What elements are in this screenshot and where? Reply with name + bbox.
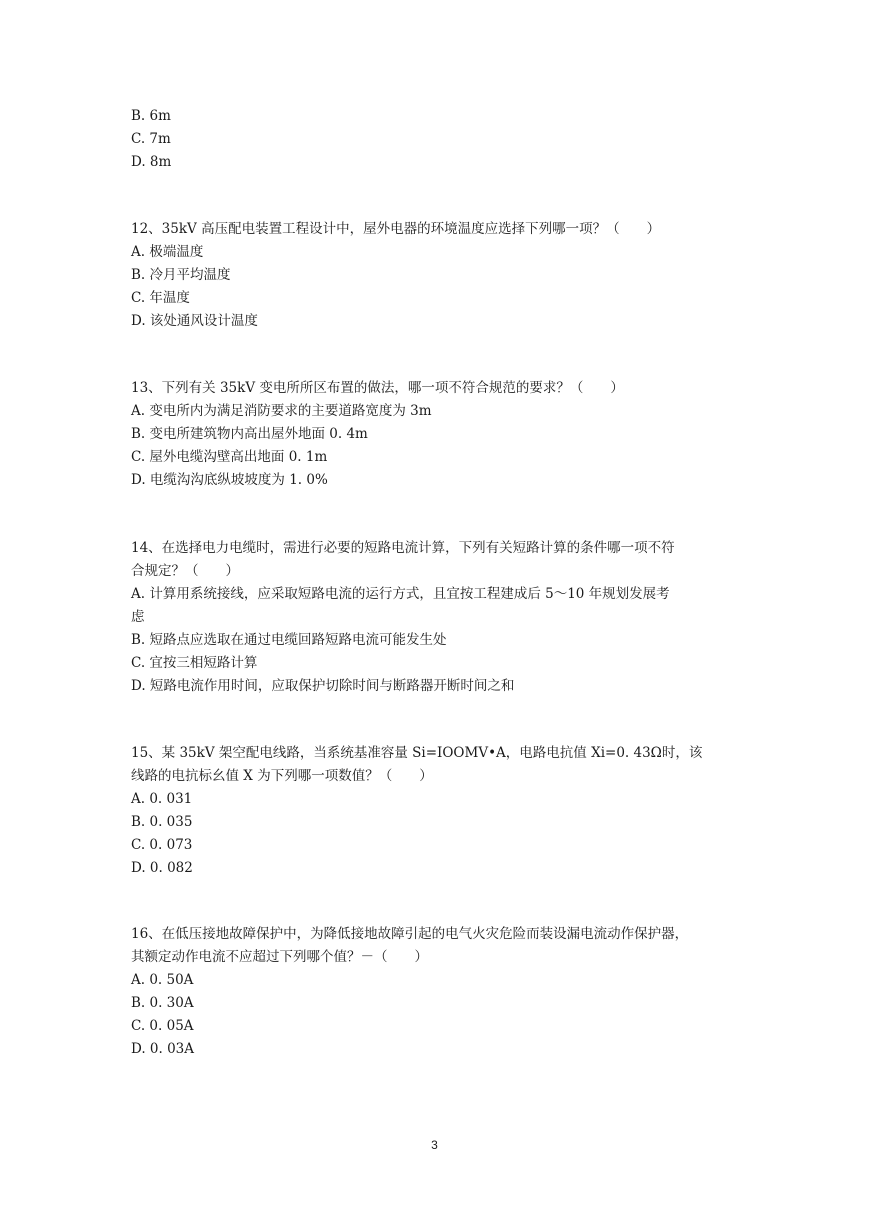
question-12-option-b: B. 冷月平均温度	[131, 267, 231, 283]
option-d: D. 8m	[131, 154, 172, 170]
question-13-option-d: D. 电缆沟沟底纵坡坡度为 1. 0%	[131, 472, 328, 488]
option-c: C. 7m	[131, 131, 171, 147]
question-16-option-b: B. 0. 30A	[131, 995, 194, 1011]
option-b: B. 6m	[131, 108, 171, 124]
question-12-option-d: D. 该处通风设计温度	[131, 313, 258, 329]
question-16-stem-line-1: 16、在低压接地故障保护中，为降低接地故障引起的电气火灾危险而装设漏电流动作保护器，	[131, 926, 689, 942]
question-15-option-d: D. 0. 082	[131, 860, 193, 876]
question-15-option-c: C. 0. 073	[131, 837, 193, 853]
question-14-option-a-continued: 虑	[131, 609, 145, 625]
question-15-option-b: B. 0. 035	[131, 814, 193, 830]
question-15-stem-line-2: 线路的电抗标幺值 X 为下列哪一项数值？（ ）	[131, 768, 433, 784]
question-15-stem-line-1: 15、某 35kV 架空配电线路，当系统基准容量 Si=IOOMV•A，电路电抗值 Xi=0. 43Ω时，该	[131, 745, 703, 761]
question-14-option-b: B. 短路点应选取在通过电缆回路短路电流可能发生处	[131, 632, 447, 648]
question-12-option-a: A. 极端温度	[131, 244, 204, 260]
question-12-stem: 12、35kV 高压配电装置工程设计中，屋外电器的环境温度应选择下列哪一项？（ ）	[131, 221, 661, 237]
question-14-option-c: C. 宜按三相短路计算	[131, 655, 258, 671]
question-12-option-c: C. 年温度	[131, 290, 190, 306]
question-13-option-c: C. 屋外电缆沟壁高出地面 0. 1m	[131, 449, 328, 465]
question-16-stem-line-2: 其额定动作电流不应超过下列哪个值？－（ ）	[131, 949, 428, 965]
question-14-option-a: A. 计算用系统接线，应采取短路电流的运行方式，且宜按工程建成后 5～10 年规划发展考	[131, 586, 670, 602]
question-13-stem: 13、下列有关 35kV 变电所所区布置的做法，哪一项不符合规范的要求？（ ）	[131, 380, 624, 396]
question-13-option-b: B. 变电所建筑物内高出屋外地面 0. 4m	[131, 426, 368, 442]
question-16-option-a: A. 0. 50A	[131, 972, 194, 988]
page-number: 3	[431, 1138, 438, 1152]
question-16-option-d: D. 0. 03A	[131, 1041, 195, 1057]
question-13-option-a: A. 变电所内为满足消防要求的主要道路宽度为 3m	[131, 403, 432, 419]
question-14-stem-line-2: 合规定？（ ）	[131, 563, 239, 579]
question-14-option-d: D. 短路电流作用时间，应取保护切除时间与断路器开断时间之和	[131, 678, 515, 694]
question-14-stem-line-1: 14、在选择电力电缆时，需进行必要的短路电流计算，下列有关短路计算的条件哪一项不符	[131, 540, 675, 556]
question-16-option-c: C. 0. 05A	[131, 1018, 194, 1034]
question-15-option-a: A. 0. 031	[131, 791, 193, 807]
